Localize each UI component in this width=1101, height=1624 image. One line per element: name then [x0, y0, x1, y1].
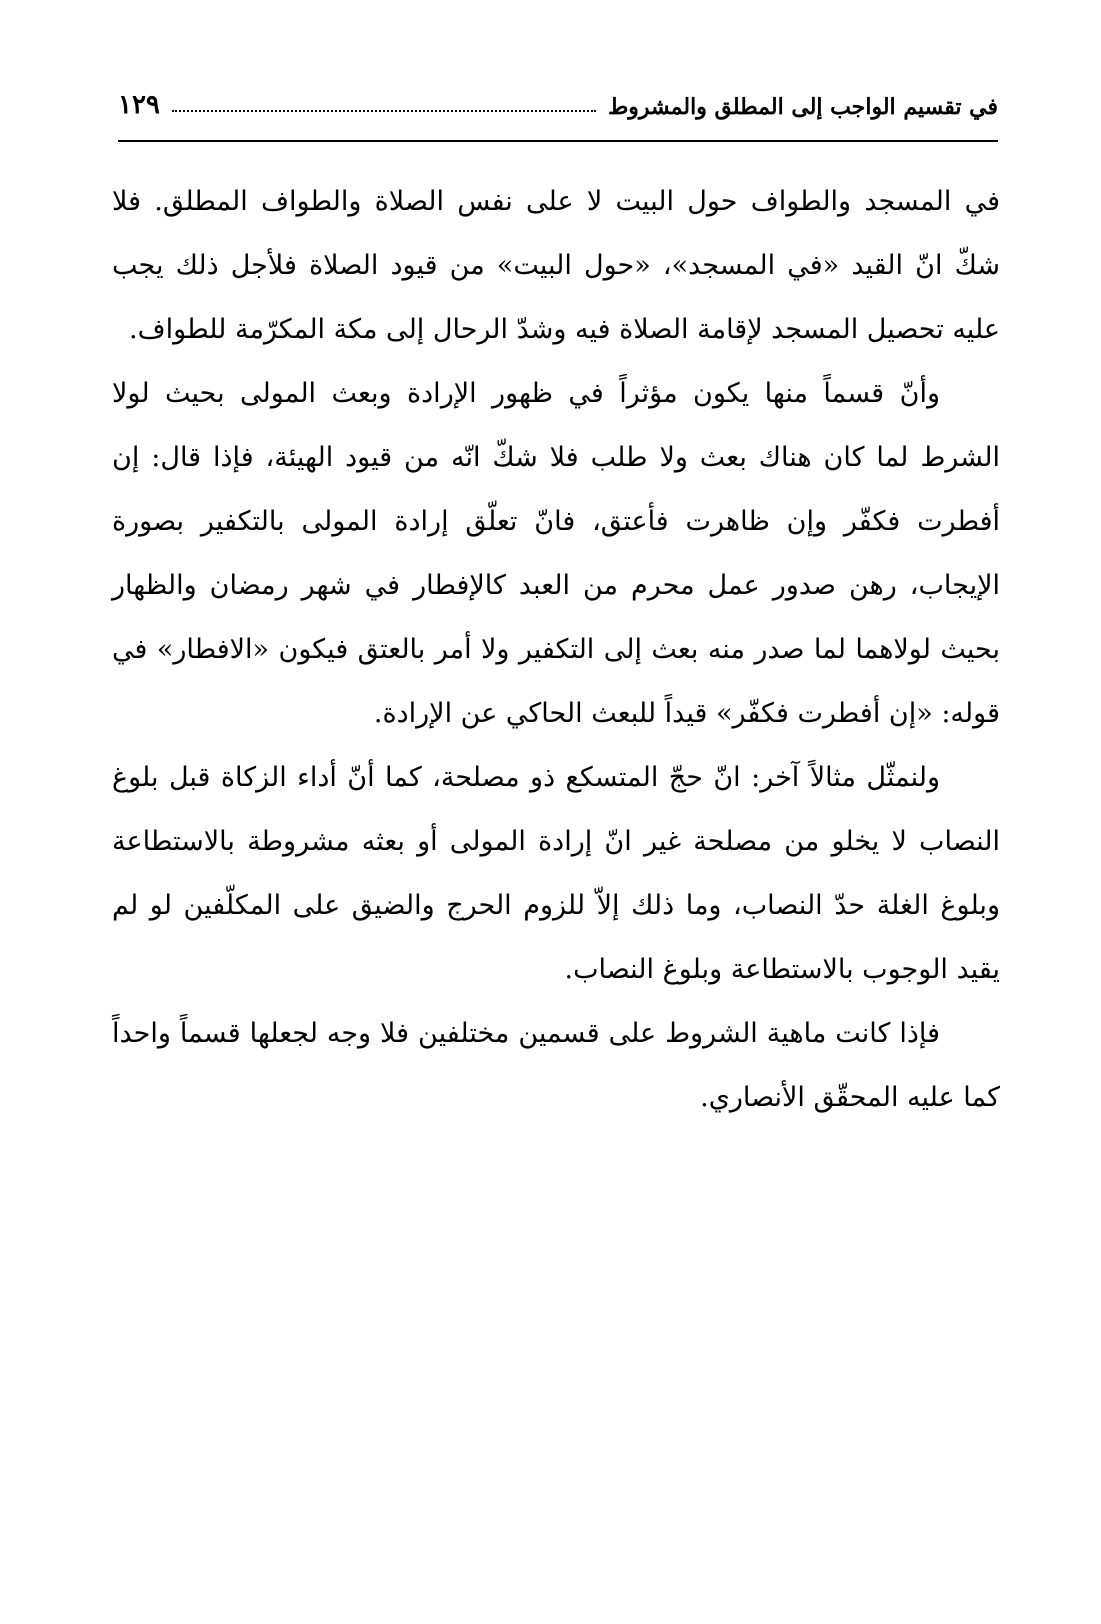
header-rule: [118, 140, 998, 142]
body-text: [112, 170, 1000, 1130]
running-header: [118, 78, 998, 118]
dotted-leader: [172, 109, 596, 112]
paragraph-4: فإذا كانت ماهية الشروط على قسمين مختلفين فلا وجه لجعلها قسماً واحداً كما عليه المحقّق الأنصاري.: [112, 1018, 1000, 1113]
paragraph-2: وأنّ قسماً منها يكون مؤثراً في ظهور الإرادة وبعث المولى بحيث لولا الشرط لما كان هناك بعث ولا طلب فلا شكّ انّه من قيود الهيئة، فإذا قال: إن أفطرت فكفّر وإن ظاهرت فأعتق، فانّ تعلّق إرادة المولى بالتكفير بصورة الإيجاب، رهن صدور عمل محرم من العبد كالإفطار في شهر رمضان والظهار بحيث لولاهما لما صدر منه بعث إلى التكفير ولا أمر بالعتق فيكون «الافطار» في قوله: «إن أفطرت فكفّر» قيداً للبعث الحاكي عن الإرادة.: [112, 378, 1000, 729]
chapter-title: في تقسيم الواجب إلى المطلق والمشروط: [607, 94, 998, 120]
paragraph-1: في المسجد والطواف حول البيت لا على نفس الصلاة والطواف المطلق. فلا شكّ انّ القيد «في المسجد»، «حول البيت» من قيود الصلاة فلأجل ذلك يجب عليه تحصيل المسجد لإقامة الصلاة فيه وشدّ الرحال إلى مكة المكرّمة للطواف.: [112, 186, 1000, 345]
paragraph-3: ولنمثّل مثالاً آخر: انّ حجّ المتسكع ذو مصلحة، كما أنّ أداء الزكاة قبل بلوغ النصاب لا يخلو من مصلحة غير انّ إرادة المولى أو بعثه مشروطة بالاستطاعة وبلوغ الغلة حدّ النصاب، وما ذلك إلاّ للزوم الحرج والضيق على المكلّفين لو لم يقيد الوجوب بالاستطاعة وبلوغ النصاب.: [112, 762, 1000, 985]
page-number: ١٢٩: [118, 90, 160, 120]
